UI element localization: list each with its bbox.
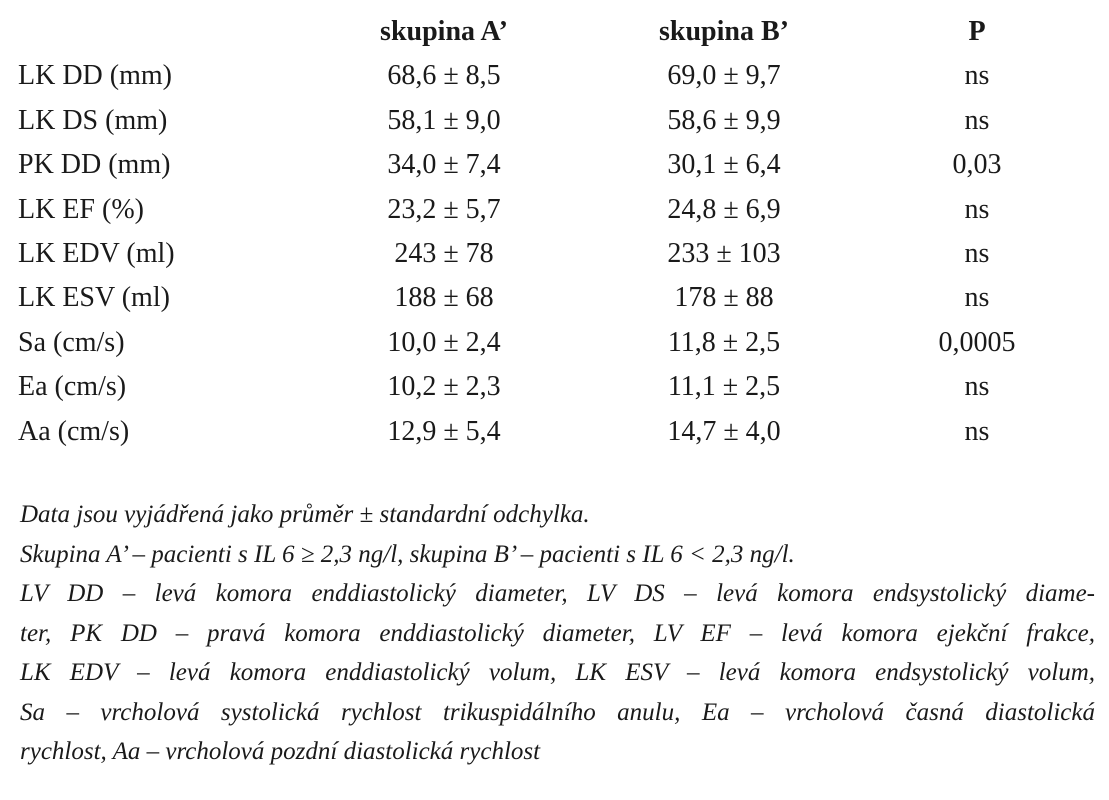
row-label: PK DD (mm) [18,149,171,181]
note-line: rychlost, Aa – vrcholová pozdní diastolická rychlost [20,738,541,765]
cell-group-b: 24,8 ± 6,9 [667,193,781,225]
cell-group-b: 14,7 ± 4,0 [667,415,781,447]
cell-p-value: ns [964,193,990,225]
cell-p-value: 0,03 [952,149,1002,181]
cell-p-value: 0,0005 [938,326,1016,358]
table-row [18,276,1108,320]
cell-group-a: 58,1 ± 9,0 [387,104,501,136]
row-label: Aa (cm/s) [18,415,130,447]
cell-group-b: 178 ± 88 [674,282,774,314]
note-line: Skupina A’ – pacienti s IL 6 ≥ 2,3 ng/l, skupina B’ – pacienti s IL 6 < 2,3 ng/l. [20,540,795,568]
row-label: LK EDV (ml) [18,238,175,270]
cell-p-value: ns [964,415,990,447]
note-line: Sa – vrcholová systolická rychlost trikuspidálního anulu, Ea – vrcholová časná diastolická [20,698,1095,726]
header-parameter [18,10,286,54]
table-row [18,321,1108,365]
cell-group-b: 11,1 ± 2,5 [667,371,781,403]
cell-group-a: 10,2 ± 2,3 [387,371,501,403]
cell-group-b: 58,6 ± 9,9 [667,104,781,136]
row-label: Sa (cm/s) [18,326,125,358]
row-label: LK DD (mm) [18,60,172,92]
table-row [18,188,1108,232]
cell-group-a: 23,2 ± 5,7 [387,193,501,225]
cell-group-a: 10,0 ± 2,4 [387,326,501,358]
cell-group-b: 69,0 ± 9,7 [667,60,781,92]
cell-p-value: ns [964,371,990,403]
table-row [18,232,1108,276]
table-header-row [18,10,1108,54]
note-line: LK EDV – levá komora enddiastolický volum, LK ESV – levá komora endsystolický volum, [20,659,1095,686]
cell-group-b: 233 ± 103 [667,238,781,270]
note-line: Data jsou vyjádřená jako průměr ± standardní odchylka. [20,501,590,528]
row-label: LK ESV (ml) [18,282,170,314]
header-p-value: P [968,16,986,47]
cell-p-value: ns [964,104,990,136]
cell-group-a: 34,0 ± 7,4 [387,149,501,181]
note-line: LV DD – levá komora enddiastolický diameter, LV DS – levá komora endsystolický diame- [20,580,1095,607]
cell-p-value: ns [964,282,990,314]
cell-p-value: ns [964,238,990,270]
cell-group-b: 30,1 ± 6,4 [667,149,781,181]
table-row [18,143,1108,187]
cell-group-b: 11,8 ± 2,5 [667,326,781,358]
echo-parameters-table [18,10,1108,454]
cell-group-a: 68,6 ± 8,5 [387,60,501,92]
cell-p-value: ns [964,60,990,92]
header-group-a: skupina A’ [380,16,508,47]
table-row [18,410,1108,454]
header-group-b: skupina B’ [659,16,789,47]
table-row [18,99,1108,143]
table-row [18,365,1108,409]
table-notes [20,495,1095,772]
cell-group-a: 243 ± 78 [394,238,494,270]
table-body [18,54,1108,454]
row-label: LK EF (%) [18,193,144,225]
note-line: ter, PK DD – pravá komora enddiastolický diameter, LV EF – levá komora ejekční frakce, [20,619,1095,647]
row-label: Ea (cm/s) [18,371,127,403]
cell-group-a: 188 ± 68 [394,282,494,314]
table-row [18,54,1108,98]
cell-group-a: 12,9 ± 5,4 [387,415,501,447]
row-label: LK DS (mm) [18,104,168,136]
